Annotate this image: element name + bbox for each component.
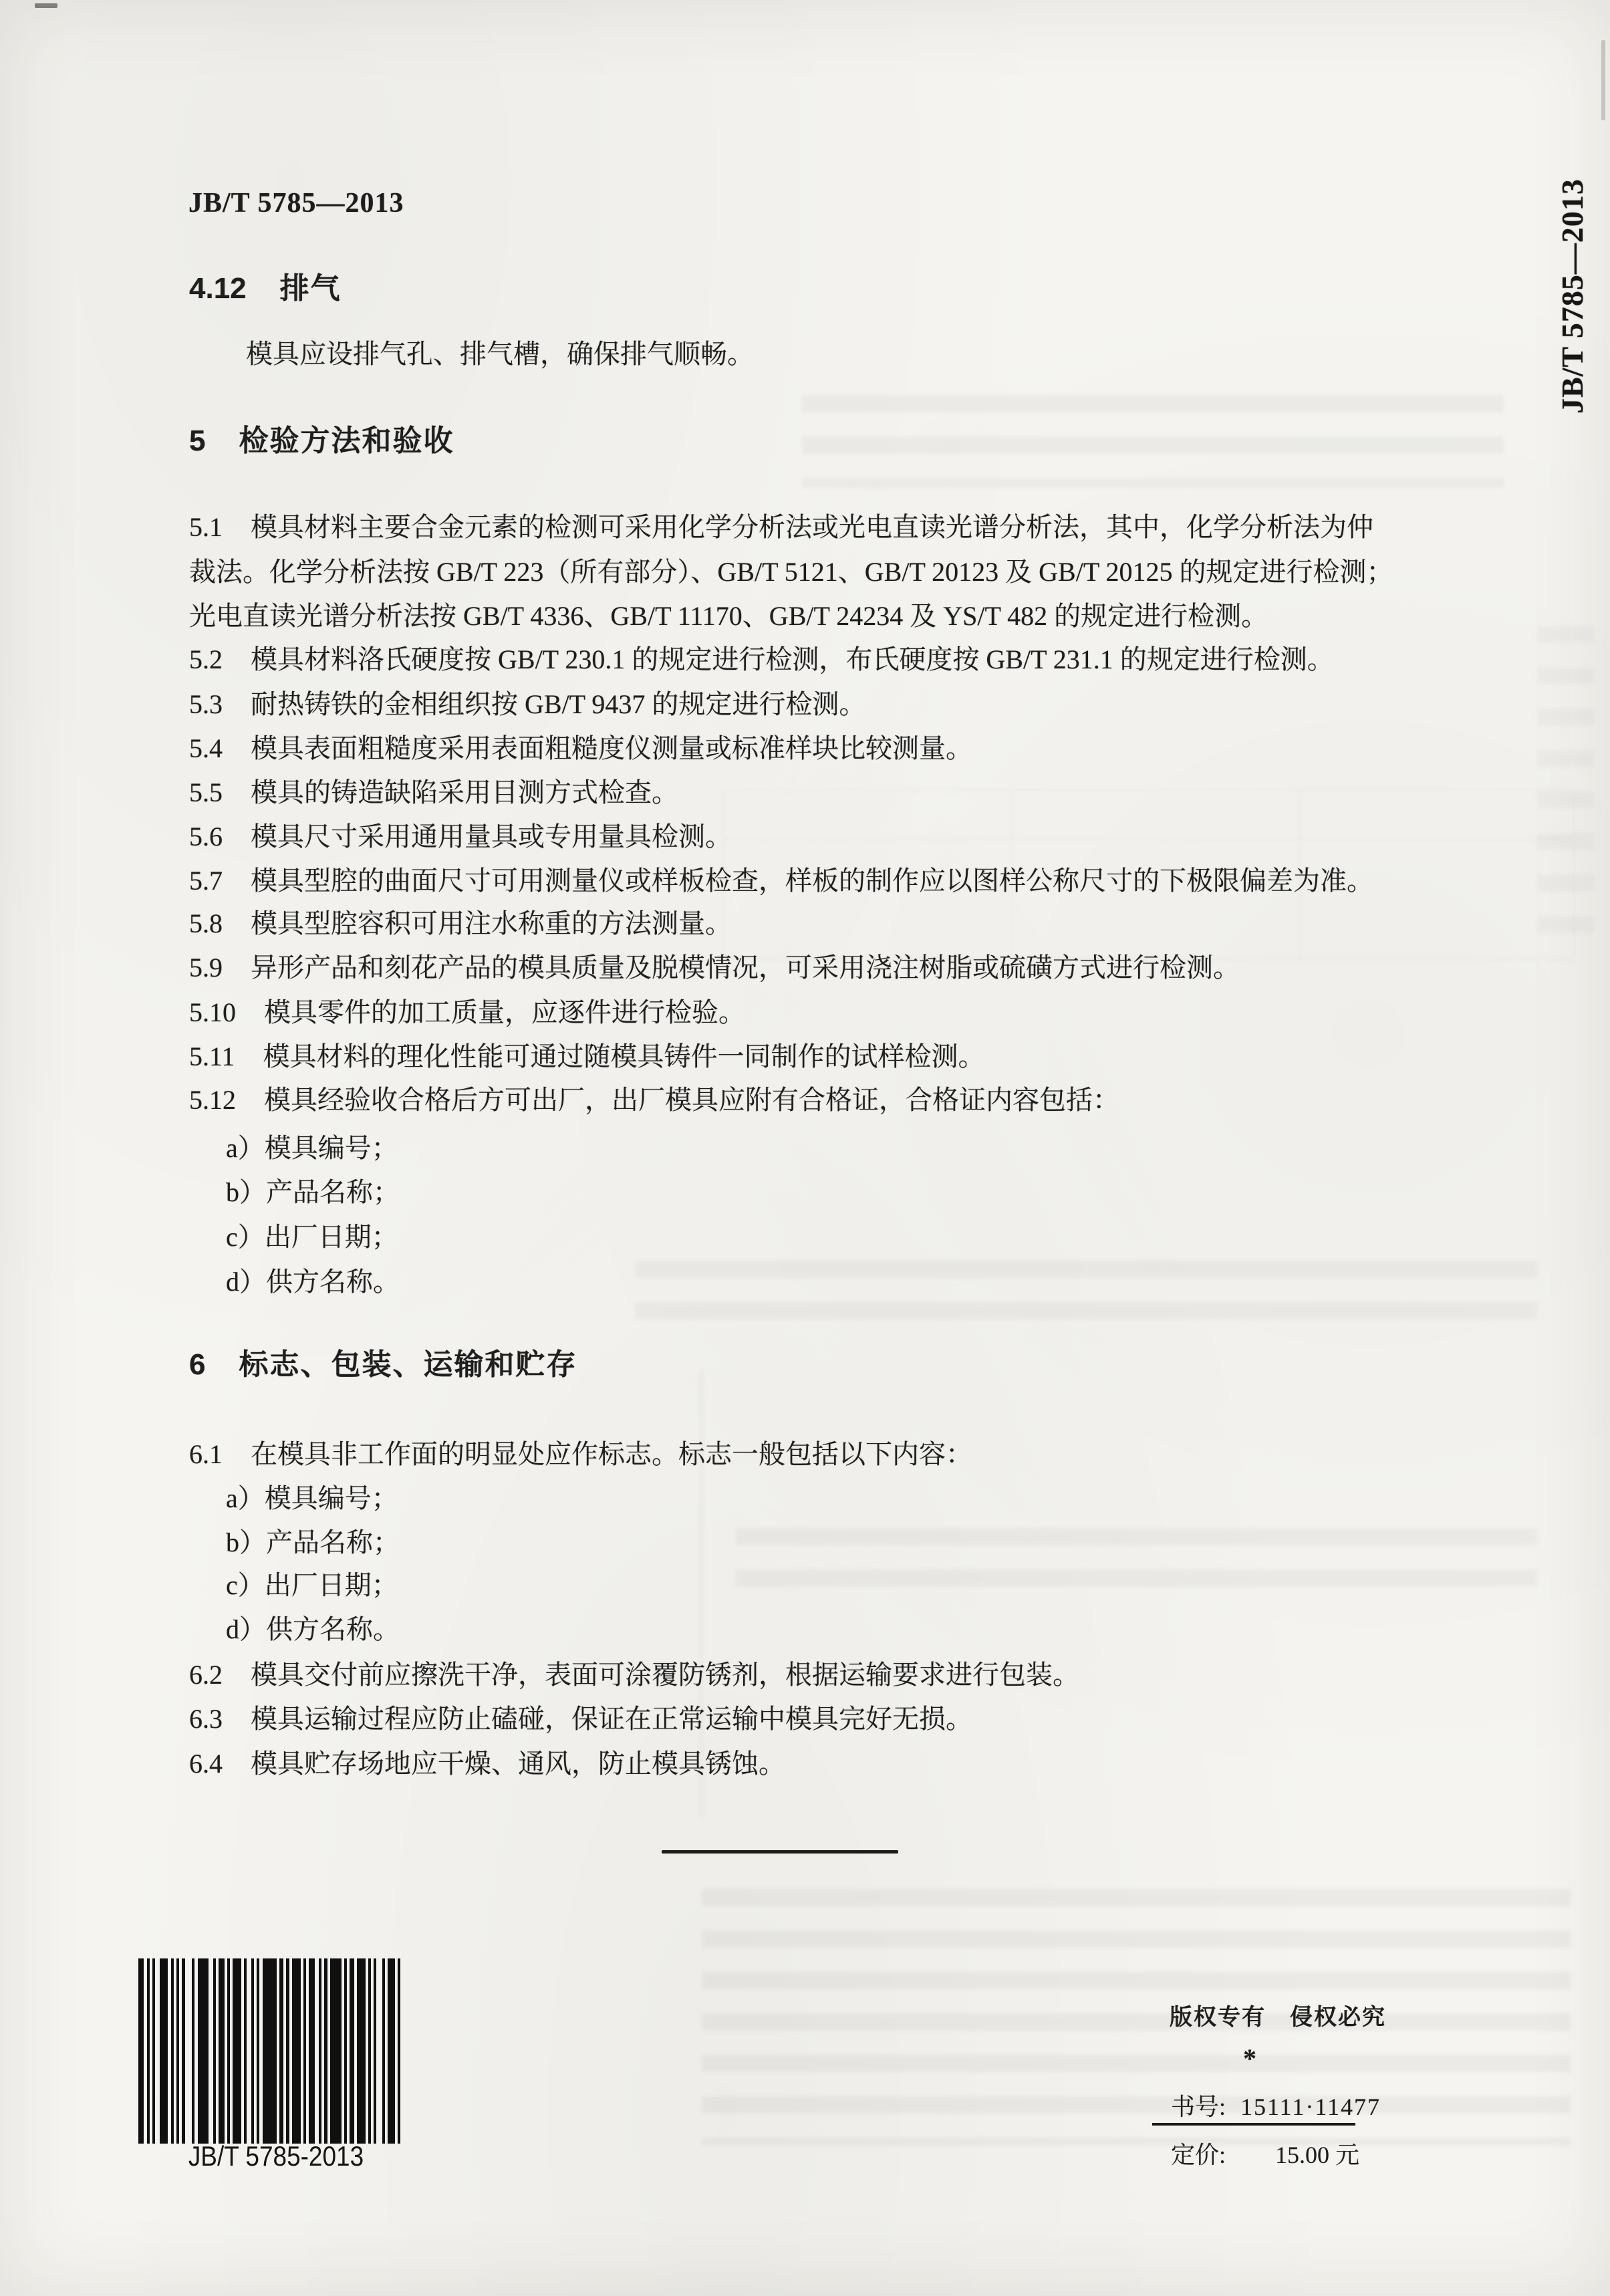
clause-number: 4.12 (189, 272, 247, 305)
clause-number: 6.2 (189, 1660, 223, 1690)
clause-5-11 (189, 1041, 985, 1073)
clause-5-1-line3: 光电直读光谱分析法按 GB/T 4336、GB/T 11170、GB/T 24234 及 YS/T 482 的规定进行检测。 (189, 601, 1268, 631)
clause-text: 模具材料的理化性能可通过随模具铸件一同制作的试样检测。 (263, 1041, 985, 1071)
clause-number: 5.9 (189, 952, 223, 983)
clause-heading-4-12 (189, 273, 342, 305)
page-header-standard-number: JB/T 5785—2013 (188, 188, 404, 219)
list-item-c: c）出厂日期； (226, 1570, 398, 1600)
clause-number: 6.3 (189, 1704, 223, 1734)
clause-number: 6.4 (189, 1749, 223, 1779)
list-item-c: c）出厂日期； (226, 1222, 398, 1252)
clause-text: 模具表面粗糙度采用表面粗糙度仪测量或标准样块比较测量。 (251, 733, 972, 763)
barcode (138, 1958, 414, 2144)
clause-4-12-paragraph: 模具应设排气孔、排气槽，确保排气顺畅。 (246, 339, 754, 369)
price-value: 15.00 元 (1274, 2142, 1359, 2168)
side-vertical-standard-number: JB/T 5785—2013 (1555, 178, 1589, 414)
clause-number: 5.6 (189, 821, 223, 852)
book-number-line (1171, 2088, 1381, 2122)
asterisk-divider: * (1243, 2043, 1256, 2073)
clause-text: 模具贮存场地应干燥、通风，防止模具锈蚀。 (251, 1749, 785, 1779)
copyright-notice: 版权专有 侵权必究 (1170, 2005, 1386, 2030)
section-title: 标志、包装、运输和贮存 (239, 1348, 577, 1381)
clause-number: 5.4 (189, 733, 223, 763)
scan-speck (35, 3, 57, 8)
list-item-a: a）模具编号； (226, 1133, 398, 1163)
clause-5-1-line2: 裁法。化学分析法按 GB/T 223（所有部分）、GB/T 5121、GB/T 20123 及 GB/T 20125 的规定进行检测； (189, 557, 1393, 587)
clause-5-4 (189, 733, 972, 765)
clause-5-10 (189, 997, 745, 1029)
list-item-d: d）供方名称。 (226, 1614, 400, 1644)
bleedthrough-artifact (735, 1504, 1537, 1601)
clause-number: 5.2 (189, 644, 223, 674)
clause-5-7 (189, 865, 1373, 897)
list-item-a: a）模具编号； (226, 1483, 398, 1513)
price-line (1171, 2136, 1359, 2170)
clause-6-3 (189, 1703, 972, 1735)
clause-number: 5.10 (189, 997, 236, 1027)
bleedthrough-artifact (802, 371, 1504, 488)
bleedthrough-artifact (1537, 602, 1594, 936)
clause-number: 5.12 (189, 1085, 236, 1115)
book-number-label: 书号: (1171, 2093, 1226, 2120)
price-label: 定价: (1171, 2142, 1226, 2168)
list-item-d: d）供方名称。 (226, 1267, 400, 1297)
clause-5-1-line1 (189, 511, 1373, 543)
clause-number: 6.1 (189, 1439, 223, 1469)
clause-5-8 (189, 908, 732, 940)
end-of-document-rule (662, 1850, 898, 1854)
bleedthrough-artifact (635, 1237, 1537, 1327)
clause-6-2 (189, 1659, 1079, 1691)
clause-number: 5.8 (189, 908, 223, 938)
section-number: 5 (189, 424, 206, 457)
clause-5-9 (189, 952, 1240, 984)
clause-5-12 (189, 1084, 1119, 1116)
clause-number: 5.1 (189, 512, 223, 542)
section-title: 检验方法和验收 (239, 424, 454, 457)
section-heading-6 (189, 1349, 577, 1381)
clause-5-3 (189, 688, 865, 721)
clause-5-2 (189, 644, 1334, 676)
clause-text: 模具材料主要合金元素的检测可采用化学分析法或光电直读光谱分析法，其中，化学分析法为仲 (251, 512, 1373, 542)
clause-number: 5.3 (189, 689, 223, 719)
clause-number: 5.5 (189, 777, 223, 807)
clause-5-6 (189, 821, 732, 853)
clause-text: 模具材料洛氏硬度按 GB/T 230.1 的规定进行检测，布氏硬度按 GB/T 231.1 的规定进行检测。 (251, 644, 1334, 674)
clause-text: 模具经验收合格后方可出厂，出厂模具应附有合格证，合格证内容包括： (264, 1085, 1119, 1115)
clause-text: 耐热铸铁的金相组织按 GB/T 9437 的规定进行检测。 (251, 689, 866, 719)
clause-text: 模具零件的加工质量，应逐件进行检验。 (264, 997, 745, 1027)
clause-6-4 (189, 1748, 785, 1780)
scan-speck (1601, 40, 1605, 120)
list-item-b: b）产品名称； (226, 1527, 400, 1557)
book-number-value: 15111·11477 (1240, 2093, 1381, 2120)
clause-5-5 (189, 777, 678, 809)
clause-text: 模具的铸造缺陷采用目测方式检查。 (251, 777, 678, 807)
section-number: 6 (189, 1348, 206, 1381)
colophon-rule (1152, 2123, 1355, 2126)
clause-6-1 (189, 1438, 972, 1471)
list-item-b: b）产品名称； (226, 1177, 400, 1207)
barcode-label: JB/T 5785-2013 (188, 2140, 364, 2172)
clause-text: 模具型腔容积可用注水称重的方法测量。 (251, 908, 732, 938)
clause-title: 排气 (279, 272, 342, 305)
clause-text: 模具型腔的曲面尺寸可用测量仪或样板检查，样板的制作应以图样公称尺寸的下极限偏差为准。 (251, 866, 1373, 896)
clause-number: 5.7 (189, 866, 223, 896)
clause-text: 在模具非工作面的明显处应作标志。标志一般包括以下内容： (251, 1439, 972, 1469)
section-heading-5 (189, 425, 454, 457)
clause-text: 模具尺寸采用通用量具或专用量具检测。 (251, 821, 732, 852)
clause-text: 模具交付前应擦洗干净，表面可涂覆防锈剂，根据运输要求进行包装。 (251, 1660, 1079, 1690)
clause-text: 模具运输过程应防止磕碰，保证在正常运输中模具完好无损。 (251, 1704, 972, 1734)
bleedthrough-artifact (702, 1865, 1571, 2146)
clause-text: 异形产品和刻花产品的模具质量及脱模情况，可采用浇注树脂或硫磺方式进行检测。 (251, 952, 1240, 983)
clause-number: 5.11 (189, 1041, 235, 1071)
